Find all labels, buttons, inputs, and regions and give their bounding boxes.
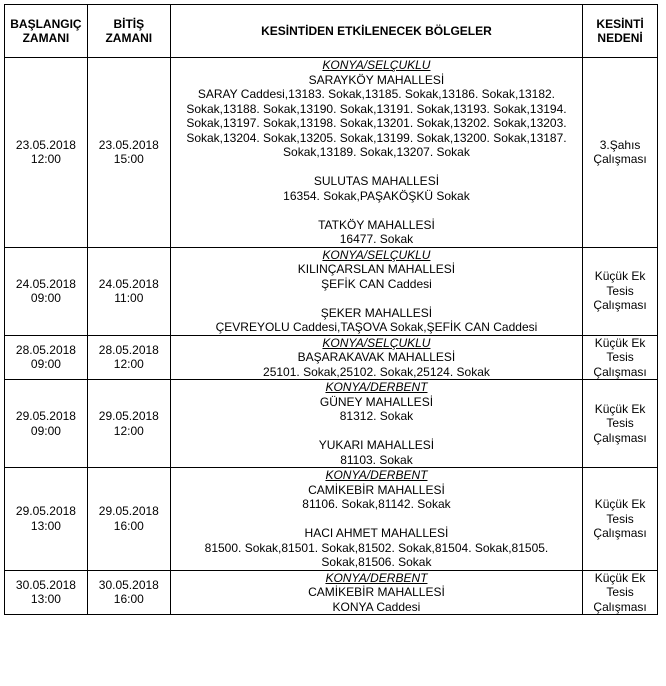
neighborhood-name: CAMİKEBİR MAHALLESİ xyxy=(308,482,445,497)
regions-cell xyxy=(170,335,582,380)
reason-cell xyxy=(583,247,658,335)
start-date: 24.05.2018 xyxy=(15,276,76,291)
province-district: KONYA/SELÇUKLU xyxy=(322,58,431,72)
table-row xyxy=(5,335,658,380)
regions-cell xyxy=(170,58,582,248)
start-hour: 09:00 xyxy=(30,357,61,372)
regions-cell xyxy=(170,468,582,571)
end-time-cell xyxy=(87,380,170,468)
table-row xyxy=(5,58,658,248)
neighborhood-name: ŞEKER MAHALLESİ xyxy=(320,305,433,320)
neighborhood-block xyxy=(173,306,580,335)
end-hour: 16:00 xyxy=(113,592,144,607)
neighborhood-name: BAŞARAKAVAK MAHALLESİ xyxy=(297,350,456,364)
street-list: Sokak,13197. Sokak,13198. Sokak,13201. Sokak,13202. Sokak,13203. xyxy=(186,116,567,130)
table-row xyxy=(5,468,658,571)
table-row xyxy=(5,570,658,615)
outage-schedule-table xyxy=(4,4,658,615)
end-hour: 11:00 xyxy=(114,291,144,305)
street-list: 25101. Sokak,25102. Sokak,25124. Sokak xyxy=(263,364,490,379)
province-district: KONYA/SELÇUKLU xyxy=(322,247,431,262)
start-time-cell xyxy=(5,335,88,380)
street-list: 81103. Sokak xyxy=(340,452,413,467)
start-hour: 09:00 xyxy=(30,291,61,305)
neighborhood-name: SULUTAS MAHALLESİ xyxy=(313,174,440,188)
outage-reason: Küçük Ek Tesis Çalışması xyxy=(593,497,647,540)
neighborhood-block xyxy=(173,585,580,614)
neighborhood-name: TATKÖY MAHALLESİ xyxy=(318,217,435,232)
street-list: KONYA Caddesi xyxy=(332,599,421,614)
neighborhood-name: GÜNEY MAHALLESİ xyxy=(319,394,434,409)
header-start-time: BAŞLANGIÇ ZAMANI xyxy=(5,5,88,58)
end-time-cell xyxy=(87,247,170,335)
street-list: 16477. Sokak xyxy=(339,232,414,246)
start-date: 23.05.2018 xyxy=(15,137,76,152)
neighborhood-name: YUKARI MAHALLESİ xyxy=(318,438,435,452)
neighborhood-name: CAMİKEBİR MAHALLESİ xyxy=(308,585,445,599)
start-time-cell xyxy=(5,247,88,335)
regions-cell xyxy=(170,380,582,468)
regions-cell xyxy=(170,247,582,335)
neighborhood-name: SARAYKÖY MAHALLESİ xyxy=(308,72,445,87)
end-hour: 12:00 xyxy=(113,423,144,438)
neighborhood-name: HACI AHMET MAHALLESİ xyxy=(304,526,449,540)
start-hour: 13:00 xyxy=(30,518,61,533)
header-end-time: BİTİŞ ZAMANI xyxy=(87,5,170,58)
reason-cell xyxy=(583,380,658,468)
neighborhood-block xyxy=(173,483,580,512)
start-time-cell xyxy=(5,570,88,615)
table-row xyxy=(5,247,658,335)
neighborhood-block xyxy=(173,174,580,203)
street-list: 81500. Sokak,81501. Sokak,81502. Sokak,81504. Sokak,81505. xyxy=(204,540,549,555)
start-hour: 09:00 xyxy=(30,423,61,438)
province-district: KONYA/SELÇUKLU xyxy=(322,335,431,350)
header-affected-regions: KESİNTİDEN ETKİLENECEK BÖLGELER xyxy=(170,5,582,58)
province-district: KONYA/DERBENT xyxy=(325,380,428,394)
end-time-cell xyxy=(87,570,170,615)
street-list: SARAY Caddesi,13183. Sokak,13185. Sokak,13186. Sokak,13182. xyxy=(197,87,556,101)
neighborhood-block xyxy=(173,262,580,291)
neighborhood-block xyxy=(173,73,580,160)
end-hour: 15:00 xyxy=(113,152,144,167)
end-time-cell xyxy=(87,468,170,571)
end-time-cell xyxy=(87,58,170,248)
street-list: 81312. Sokak xyxy=(339,409,414,423)
reason-cell xyxy=(583,58,658,248)
street-list: Sokak,13204. Sokak,13205. Sokak,13199. Sokak,13200. Sokak,13187. xyxy=(186,130,567,145)
outage-reason: Küçük Ek Tesis Çalışması xyxy=(593,269,647,313)
regions-cell xyxy=(170,570,582,615)
start-time-cell xyxy=(5,380,88,468)
reason-cell xyxy=(583,335,658,380)
province-district: KONYA/DERBENT xyxy=(325,570,428,585)
neighborhood-block xyxy=(173,218,580,247)
start-time-cell xyxy=(5,468,88,571)
table-row xyxy=(5,380,658,468)
street-list: ÇEVREYOLU Caddesi,TAŞOVA Sokak,ŞEFİK CAN Caddesi xyxy=(215,320,538,334)
street-list: Sokak,81506. Sokak xyxy=(321,555,432,569)
neighborhood-block xyxy=(173,526,580,570)
end-date: 23.05.2018 xyxy=(98,137,159,152)
header-row xyxy=(5,5,658,58)
end-date: 29.05.2018 xyxy=(98,409,159,423)
start-date: 29.05.2018 xyxy=(15,504,76,519)
outage-reason: Küçük Ek Tesis Çalışması xyxy=(593,335,647,379)
outage-reason: Küçük Ek Tesis Çalışması xyxy=(593,570,647,614)
neighborhood-name: KILINÇARSLAN MAHALLESİ xyxy=(297,262,456,276)
end-date: 24.05.2018 xyxy=(98,276,159,291)
start-date: 29.05.2018 xyxy=(15,409,76,423)
outage-reason: 3.Şahıs Çalışması xyxy=(593,137,647,167)
street-list: Sokak,13189. Sokak,13207. Sokak xyxy=(283,145,470,159)
reason-cell xyxy=(583,468,658,571)
neighborhood-block xyxy=(173,350,580,379)
reason-cell xyxy=(583,570,658,615)
header-outage-reason: KESİNTİ NEDENİ xyxy=(583,5,658,58)
end-date: 29.05.2018 xyxy=(98,504,159,519)
neighborhood-block xyxy=(173,438,580,467)
end-hour: 12:00 xyxy=(113,357,144,372)
start-time-cell xyxy=(5,58,88,248)
street-list: 16354. Sokak,PAŞAKÖŞKÜ Sokak xyxy=(283,188,470,203)
end-time-cell xyxy=(87,335,170,380)
start-hour: 13:00 xyxy=(30,592,61,607)
province-district: KONYA/DERBENT xyxy=(325,468,428,482)
start-date: 30.05.2018 xyxy=(15,577,76,592)
end-date: 30.05.2018 xyxy=(98,577,159,592)
start-date: 28.05.2018 xyxy=(15,342,76,357)
neighborhood-block xyxy=(173,395,580,424)
street-list: 81106. Sokak,81142. Sokak xyxy=(302,497,451,511)
start-hour: 12:00 xyxy=(30,152,61,167)
end-hour: 16:00 xyxy=(113,518,144,533)
street-list: Sokak,13188. Sokak,13190. Sokak,13191. Sokak,13193. Sokak,13194. xyxy=(186,101,567,116)
outage-reason: Küçük Ek Tesis Çalışması xyxy=(593,401,647,445)
street-list: ŞEFİK CAN Caddesi xyxy=(321,276,432,291)
end-date: 28.05.2018 xyxy=(98,342,159,357)
